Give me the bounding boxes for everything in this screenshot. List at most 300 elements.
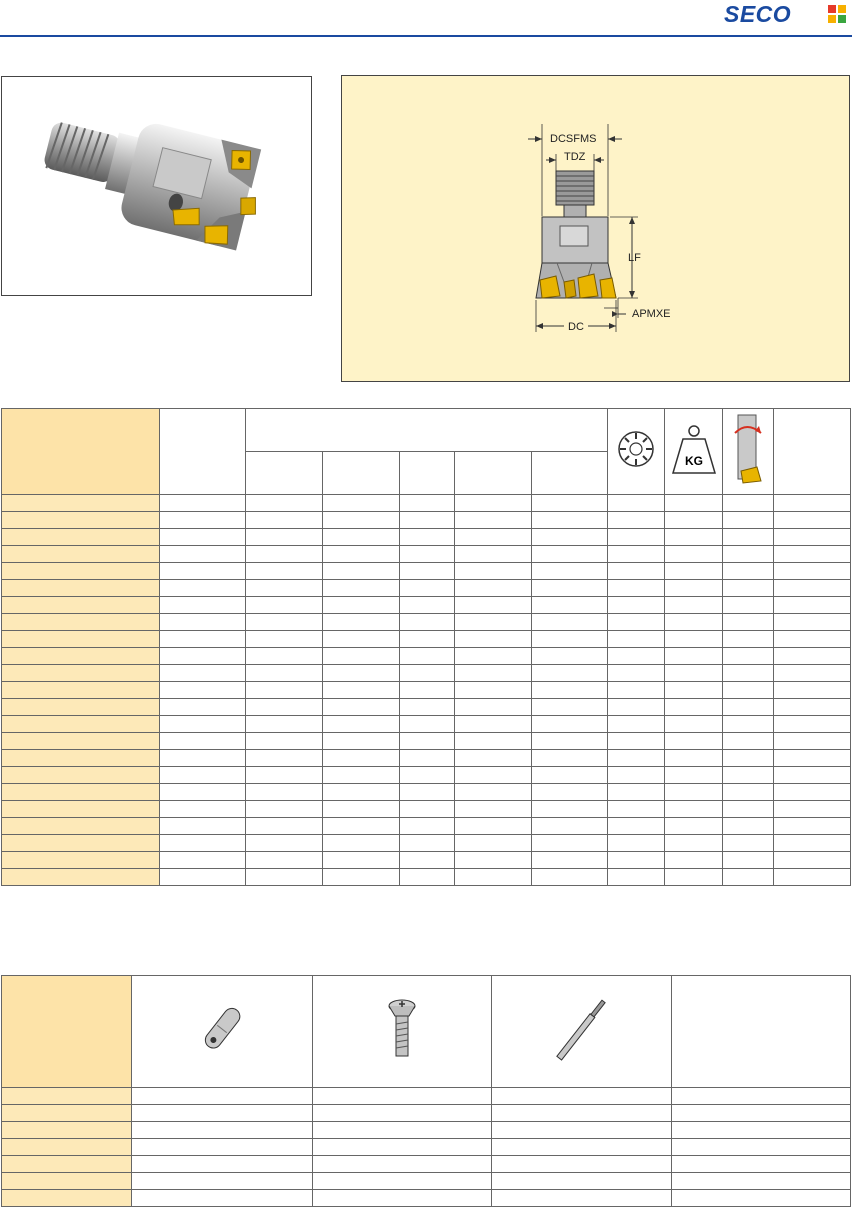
row-designation-cell	[2, 563, 160, 580]
table-cell	[723, 818, 774, 835]
table-cell	[455, 614, 532, 631]
table-cell	[608, 495, 665, 512]
table-cell	[723, 495, 774, 512]
row-designation-cell	[2, 835, 160, 852]
table-cell	[323, 682, 400, 699]
table-cell	[246, 495, 323, 512]
spare-parts-rows	[2, 1088, 851, 1207]
table-cell	[532, 546, 608, 563]
table-cell	[400, 495, 455, 512]
table-cell	[774, 835, 851, 852]
table-cell	[246, 750, 323, 767]
table-cell	[323, 767, 400, 784]
table-cell	[672, 1122, 851, 1139]
cutter-dimension-drawing	[342, 76, 851, 383]
row-designation-cell	[2, 580, 160, 597]
table-cell	[323, 869, 400, 886]
table-cell	[455, 529, 532, 546]
table-cell	[774, 614, 851, 631]
row-designation-cell	[2, 631, 160, 648]
table-cell	[160, 546, 246, 563]
table-cell	[323, 529, 400, 546]
row-designation-cell	[2, 682, 160, 699]
table-cell	[723, 852, 774, 869]
table-cell	[532, 512, 608, 529]
table-cell	[400, 580, 455, 597]
table-cell	[323, 665, 400, 682]
table-cell	[160, 682, 246, 699]
table-cell	[672, 1139, 851, 1156]
table-cell	[608, 835, 665, 852]
table-cell	[723, 716, 774, 733]
table-cell	[313, 1139, 492, 1156]
table-cell	[492, 1122, 672, 1139]
cutter-face-icon	[616, 429, 656, 469]
table-row	[2, 750, 851, 767]
row-designation-cell	[2, 529, 160, 546]
table-cell	[323, 750, 400, 767]
table-cell	[774, 767, 851, 784]
table-cell	[160, 563, 246, 580]
table-cell	[723, 750, 774, 767]
row-designation-cell	[2, 1088, 132, 1105]
table-cell	[723, 682, 774, 699]
table-cell	[455, 733, 532, 750]
header-col-2	[160, 409, 246, 495]
table-cell	[455, 665, 532, 682]
table-cell	[455, 835, 532, 852]
table-cell	[723, 869, 774, 886]
table-cell	[774, 750, 851, 767]
table-cell	[774, 733, 851, 750]
table-cell	[400, 529, 455, 546]
table-cell	[132, 1105, 313, 1122]
table-row	[2, 512, 851, 529]
table-cell	[455, 784, 532, 801]
table-cell	[246, 546, 323, 563]
table-cell	[246, 682, 323, 699]
table-cell	[246, 835, 323, 852]
table-cell	[774, 818, 851, 835]
row-designation-cell	[2, 512, 160, 529]
table-cell	[665, 597, 723, 614]
dim-dc-label: DC	[568, 321, 584, 333]
table-row	[2, 529, 851, 546]
product-photo	[1, 76, 312, 296]
table-cell	[455, 750, 532, 767]
parts-header-designation	[2, 976, 132, 1088]
table-cell	[665, 835, 723, 852]
table-cell	[532, 750, 608, 767]
table-cell	[774, 699, 851, 716]
dim-tdz-label: TDZ	[564, 151, 586, 163]
table-cell	[723, 614, 774, 631]
cutter-data-table	[1, 408, 851, 886]
kg-label: KG	[684, 454, 703, 468]
table-row	[2, 835, 851, 852]
table-cell	[323, 784, 400, 801]
table-row	[2, 1173, 851, 1190]
table-cell	[723, 767, 774, 784]
row-designation-cell	[2, 767, 160, 784]
table-cell	[160, 716, 246, 733]
table-cell	[532, 682, 608, 699]
table-cell	[455, 699, 532, 716]
table-cell	[323, 801, 400, 818]
table-row	[2, 699, 851, 716]
table-cell	[608, 716, 665, 733]
table-cell	[665, 733, 723, 750]
header-sub-3	[400, 452, 455, 495]
table-cell	[160, 631, 246, 648]
table-row	[2, 546, 851, 563]
table-cell	[723, 546, 774, 563]
table-cell	[774, 546, 851, 563]
table-cell	[160, 597, 246, 614]
table-cell	[665, 529, 723, 546]
table-cell	[455, 818, 532, 835]
table-cell	[665, 852, 723, 869]
table-cell	[774, 801, 851, 818]
table-cell	[455, 580, 532, 597]
table-cell	[608, 546, 665, 563]
table-cell	[160, 869, 246, 886]
table-cell	[723, 801, 774, 818]
table-cell	[723, 529, 774, 546]
table-cell	[608, 580, 665, 597]
table-cell	[400, 614, 455, 631]
row-designation-cell	[2, 597, 160, 614]
table-cell	[246, 699, 323, 716]
row-designation-cell	[2, 716, 160, 733]
insert-key-icon	[192, 999, 252, 1059]
table-cell	[608, 631, 665, 648]
table-cell	[160, 529, 246, 546]
table-cell	[532, 648, 608, 665]
table-row	[2, 733, 851, 750]
table-cell	[608, 682, 665, 699]
table-row	[2, 1156, 851, 1173]
table-cell	[160, 665, 246, 682]
table-cell	[400, 733, 455, 750]
row-designation-cell	[2, 750, 160, 767]
table-cell	[608, 699, 665, 716]
table-cell	[160, 835, 246, 852]
table-cell	[160, 512, 246, 529]
table-cell	[455, 512, 532, 529]
table-cell	[774, 784, 851, 801]
table-cell	[665, 750, 723, 767]
table-cell	[132, 1190, 313, 1207]
table-cell	[455, 801, 532, 818]
table-cell	[313, 1156, 492, 1173]
table-cell	[455, 597, 532, 614]
table-cell	[323, 852, 400, 869]
table-cell	[672, 1173, 851, 1190]
table-cell	[455, 631, 532, 648]
row-designation-cell	[2, 733, 160, 750]
table-cell	[132, 1122, 313, 1139]
row-designation-cell	[2, 801, 160, 818]
table-cell	[160, 852, 246, 869]
table-cell	[532, 563, 608, 580]
table-cell	[723, 580, 774, 597]
table-cell	[665, 716, 723, 733]
table-cell	[323, 631, 400, 648]
table-row	[2, 1122, 851, 1139]
table-cell	[532, 801, 608, 818]
table-cell	[400, 648, 455, 665]
table-cell	[246, 512, 323, 529]
row-designation-cell	[2, 546, 160, 563]
table-cell	[608, 801, 665, 818]
header-sub-5	[532, 452, 608, 495]
table-cell	[532, 784, 608, 801]
table-cell	[774, 512, 851, 529]
table-row	[2, 767, 851, 784]
table-cell	[532, 614, 608, 631]
table-row	[2, 580, 851, 597]
logo-squares-icon	[828, 5, 846, 23]
table-row	[2, 682, 851, 699]
weight-kg-icon	[669, 421, 719, 477]
table-row	[2, 1088, 851, 1105]
table-cell	[723, 665, 774, 682]
table-cell	[608, 750, 665, 767]
table-cell	[160, 784, 246, 801]
table-cell	[492, 1088, 672, 1105]
table-cell	[246, 818, 323, 835]
row-designation-cell	[2, 665, 160, 682]
table-cell	[774, 580, 851, 597]
header-coolant	[723, 409, 774, 495]
table-cell	[665, 767, 723, 784]
table-cell	[323, 733, 400, 750]
table-cell	[665, 699, 723, 716]
parts-header-driver	[492, 976, 672, 1088]
table-cell	[400, 852, 455, 869]
table-cell	[400, 699, 455, 716]
table-row	[2, 801, 851, 818]
table-cell	[323, 495, 400, 512]
table-row	[2, 495, 851, 512]
table-cell	[723, 563, 774, 580]
table-cell	[246, 733, 323, 750]
table-cell	[723, 835, 774, 852]
table-cell	[774, 716, 851, 733]
header-sub-1	[246, 452, 323, 495]
table-cell	[400, 835, 455, 852]
row-designation-cell	[2, 614, 160, 631]
table-cell	[160, 495, 246, 512]
table-cell	[246, 784, 323, 801]
header-sub-2	[323, 452, 400, 495]
header-weight	[665, 409, 723, 495]
table-cell	[323, 818, 400, 835]
table-cell	[323, 614, 400, 631]
table-cell	[774, 648, 851, 665]
table-cell	[492, 1173, 672, 1190]
table-cell	[246, 614, 323, 631]
header-cutter-face	[608, 409, 665, 495]
table-cell	[608, 648, 665, 665]
table-cell	[400, 546, 455, 563]
row-designation-cell	[2, 1105, 132, 1122]
table-cell	[608, 597, 665, 614]
table-cell	[774, 869, 851, 886]
table-cell	[400, 665, 455, 682]
table-cell	[608, 869, 665, 886]
table-cell	[608, 767, 665, 784]
dim-apmxe-label: APMXE	[632, 308, 671, 320]
table-row	[2, 869, 851, 886]
table-row	[2, 1190, 851, 1207]
row-designation-cell	[2, 648, 160, 665]
table-cell	[323, 699, 400, 716]
parts-header-key	[132, 976, 313, 1088]
table-cell	[455, 716, 532, 733]
row-designation-cell	[2, 784, 160, 801]
table-cell	[723, 648, 774, 665]
table-cell	[665, 665, 723, 682]
table-cell	[672, 1088, 851, 1105]
table-row	[2, 716, 851, 733]
insert-screw-icon	[382, 998, 422, 1060]
table-cell	[608, 563, 665, 580]
table-cell	[246, 631, 323, 648]
table-cell	[455, 563, 532, 580]
row-designation-cell	[2, 1122, 132, 1139]
table-cell	[132, 1156, 313, 1173]
table-cell	[774, 563, 851, 580]
table-row	[2, 563, 851, 580]
table-cell	[400, 597, 455, 614]
table-cell	[723, 699, 774, 716]
table-cell	[323, 835, 400, 852]
table-cell	[492, 1156, 672, 1173]
table-cell	[532, 631, 608, 648]
dim-lf-label: LF	[628, 252, 641, 264]
table-cell	[400, 801, 455, 818]
table-cell	[160, 767, 246, 784]
table-cell	[132, 1088, 313, 1105]
table-cell	[532, 852, 608, 869]
table-row	[2, 818, 851, 835]
dim-dcsfms-label: DCSFMS	[550, 133, 597, 145]
milling-cutter-photo-icon	[2, 77, 313, 297]
row-designation-cell	[2, 1139, 132, 1156]
table-cell	[455, 648, 532, 665]
table-cell	[665, 648, 723, 665]
table-cell	[400, 869, 455, 886]
table-row	[2, 1105, 851, 1122]
table-row	[2, 665, 851, 682]
table-cell	[492, 1139, 672, 1156]
table-cell	[455, 852, 532, 869]
table-cell	[246, 767, 323, 784]
row-designation-cell	[2, 699, 160, 716]
logo-wordmark: SECO	[724, 1, 792, 27]
header-col-11	[774, 409, 851, 495]
table-cell	[532, 529, 608, 546]
table-cell	[665, 818, 723, 835]
table-cell	[160, 699, 246, 716]
table-row	[2, 784, 851, 801]
table-cell	[532, 818, 608, 835]
table-cell	[774, 665, 851, 682]
table-cell	[723, 597, 774, 614]
table-cell	[400, 767, 455, 784]
table-cell	[608, 529, 665, 546]
table-cell	[323, 597, 400, 614]
table-cell	[665, 801, 723, 818]
spare-parts-table	[1, 975, 851, 1207]
table-cell	[774, 682, 851, 699]
row-designation-cell	[2, 495, 160, 512]
table-cell	[665, 631, 723, 648]
coolant-rotation-icon	[731, 411, 765, 487]
table-cell	[246, 869, 323, 886]
table-cell	[665, 614, 723, 631]
table-cell	[608, 733, 665, 750]
table-cell	[400, 682, 455, 699]
table-cell	[132, 1173, 313, 1190]
table-cell	[160, 801, 246, 818]
table-cell	[532, 699, 608, 716]
table-cell	[532, 733, 608, 750]
table-cell	[672, 1156, 851, 1173]
table-cell	[160, 750, 246, 767]
table-cell	[723, 631, 774, 648]
table-cell	[246, 801, 323, 818]
table-cell	[313, 1088, 492, 1105]
table-cell	[323, 648, 400, 665]
table-cell	[455, 767, 532, 784]
table-cell	[665, 869, 723, 886]
table-cell	[246, 597, 323, 614]
table-cell	[400, 716, 455, 733]
table-cell	[492, 1190, 672, 1207]
table-cell	[400, 784, 455, 801]
parts-header-col-5	[672, 976, 851, 1088]
row-designation-cell	[2, 1156, 132, 1173]
table-cell	[774, 529, 851, 546]
table-cell	[532, 835, 608, 852]
table-cell	[160, 614, 246, 631]
table-cell	[532, 597, 608, 614]
table-cell	[246, 665, 323, 682]
row-designation-cell	[2, 1173, 132, 1190]
table-cell	[723, 733, 774, 750]
table-cell	[455, 495, 532, 512]
table-cell	[313, 1190, 492, 1207]
table-row	[2, 614, 851, 631]
table-cell	[608, 665, 665, 682]
table-row	[2, 1139, 851, 1156]
table-cell	[532, 767, 608, 784]
table-cell	[246, 529, 323, 546]
table-cell	[400, 750, 455, 767]
table-cell	[246, 852, 323, 869]
table-row	[2, 648, 851, 665]
table-cell	[665, 682, 723, 699]
table-cell	[672, 1105, 851, 1122]
table-row	[2, 852, 851, 869]
table-cell	[455, 546, 532, 563]
table-cell	[532, 580, 608, 597]
table-cell	[400, 631, 455, 648]
torx-driver-icon	[547, 994, 617, 1064]
